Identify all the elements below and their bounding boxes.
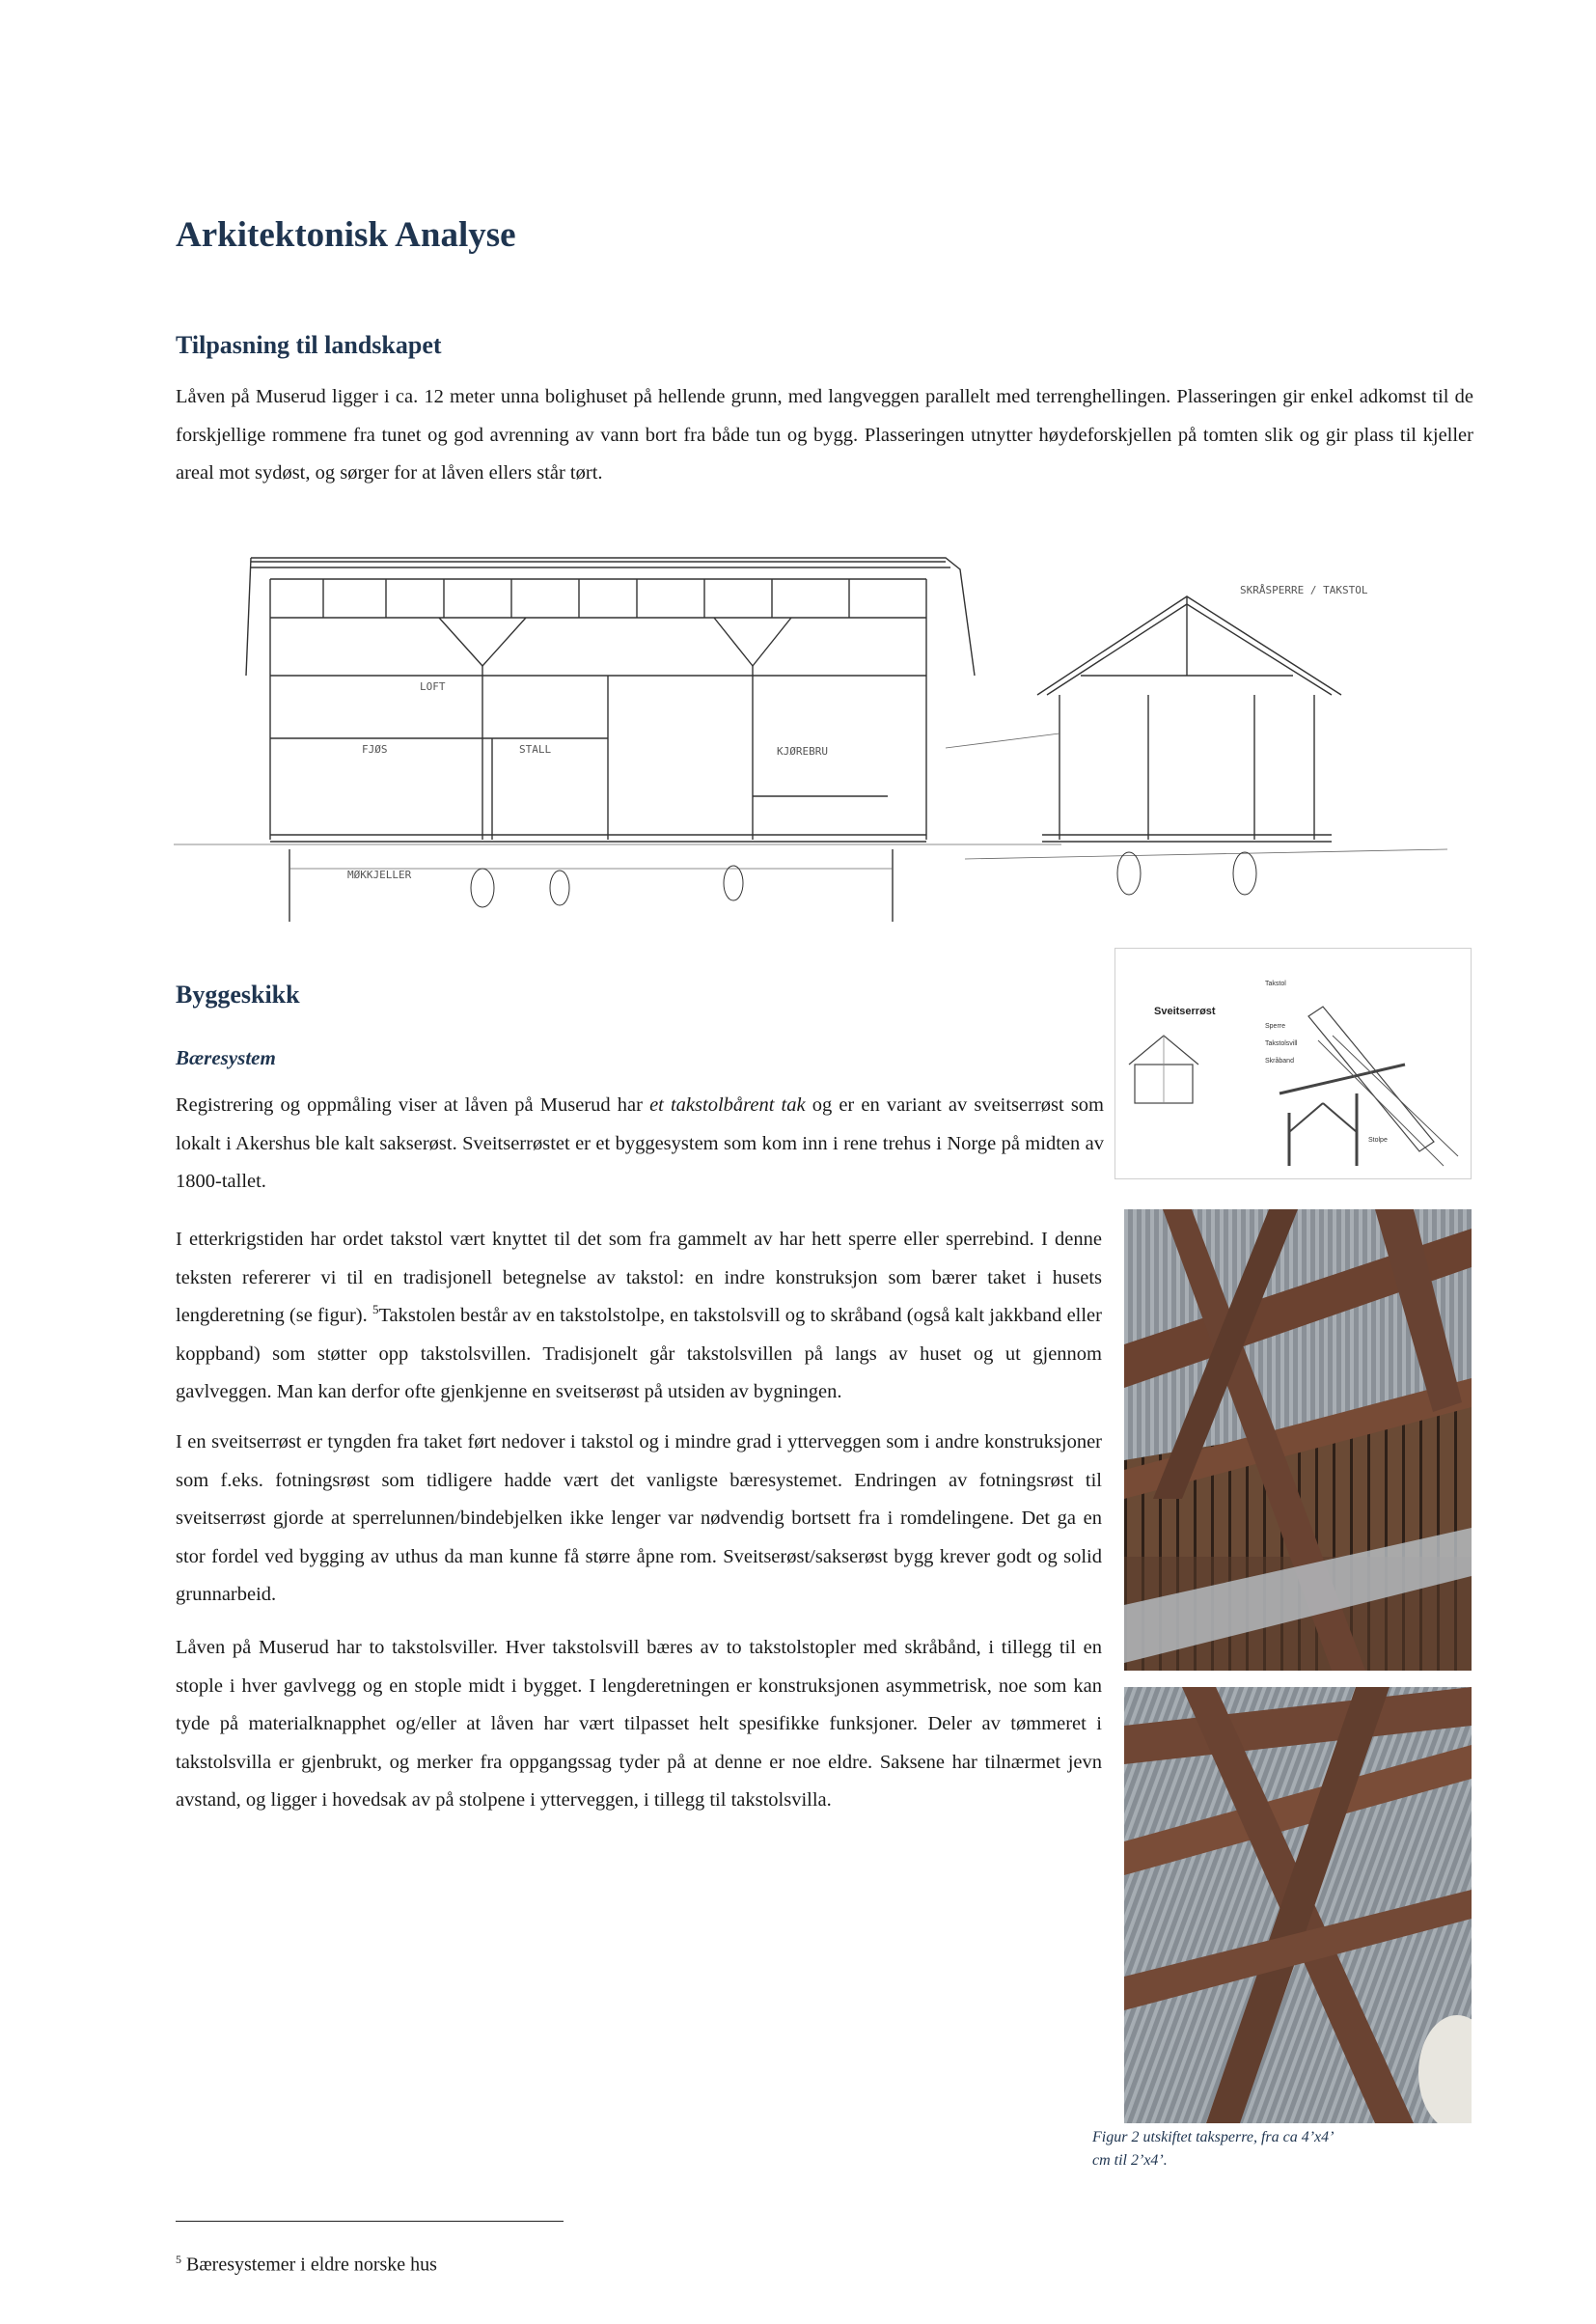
footnote <box>176 2253 437 2277</box>
p2-text-after: Takstolen består av en takstolstolpe, en takstolsvill og to skråband (også kalt jakkband eller koppband) som støtter opp takstolsvillen. Tradisjonelt går takstolsvillen på langs av huset og ut gjennom gavlveggen. Man kan derfor ofte gjenkjenne en sveitserøst på utsiden av bygningen. <box>176 1305 1102 1402</box>
diagram-label-4: Skråband <box>1265 1058 1294 1065</box>
diagram-label-5: Stolpe <box>1368 1137 1388 1144</box>
roof-photo-1-image <box>1124 1209 1472 1671</box>
paragraph-landscape: Låven på Muserud ligger i ca. 12 meter unna bolighuset på hellende grunn, med langveggen parallelt med terrenghellingen. Plasseringen gir enkel adkomst til de forskjellige rommene fra tunet og god avrenning av vann bort fra både tun og bygg. Plasseringen utnytter høydeforskjellen på tomten slik og gir plass til kjeller areal mot sydøst, og sørger for at låven ellers står tørt. <box>176 386 1473 484</box>
paragraph-bearing-3: I en sveitserrøst er tyngden fra taket ført nedover i takstol og i mindre grad i ytterveggen som i andre konstruksjoner som f.eks. fotningsrøst som tidligere hadde vært det vanligste bæresystemet. Endringen av fotningsrøst til sveitserrøst gjorde at sperrelunnen/bindebjelken ikke lenger var nødvendig bortsett fra i romdelingene. Det ga en stor fordel ved bygging av uthus da man kunne få større åpne rom. Sveitserøst/sakserøst bygg krever godt og solid grunnarbeid. <box>176 1431 1102 1605</box>
sveitserrost-diagram <box>1114 948 1472 1179</box>
footnote-number: 5 <box>176 2253 181 2266</box>
footnote-ref[interactable]: 5 <box>371 1302 379 1317</box>
figure-caption <box>1092 2126 1362 2172</box>
p1-text-after: og er en variant av sveitserrøst som lokalt i Akershus ble kalt sakserøst. Sveitserrøstet er et byggesystem som kom inn i rene trehus i Norge på midten av 1800-tallet. <box>176 1094 1105 1192</box>
roof-photo-2 <box>1124 1687 1472 2123</box>
cross-section-drawing <box>946 584 1447 895</box>
section-heading-landscape: Tilpasning til landskapet <box>176 331 442 359</box>
section-heading-building: Byggeskikk <box>176 981 300 1009</box>
paragraph-bearing-4: Låven på Muserud har to takstolsviller. Hver takstolsvill bæres av to takstolstopler med skråbånd, i tillegg til en stople i hver gavlvegg og en stople midt i bygget. I lengderetningen er konstruksjonen asymmetrisk, noe som kan tyde på materialknapphet og/eller at låven har vært tilpasset helt spesifikke funksjoner. Deler av tømmeret i takstolsvilla er gjenbrukt, og merker fra oppgangssag tyder på at denne er noe eldre. Saksene har tilnærmet jevn avstand, og ligger i hovedsak av på stolpene i ytterveggen, i tillegg til takstolsvilla. <box>176 1637 1102 1811</box>
drawing-label-fjos: FJØS <box>362 743 388 756</box>
figure-caption-line-2: cm til 2’x4’. <box>1092 2152 1168 2169</box>
drawing-label-sperrer: SKRÅSPERRE / TAKSTOL <box>1240 584 1368 596</box>
diagram-label-3: Takstolsvill <box>1265 1040 1298 1047</box>
diagram-label-2: Sperre <box>1265 1023 1286 1030</box>
drawing-label-mokkjeller: MØKKJELLER <box>347 869 412 881</box>
p1-text-before: Registrering og oppmåling viser at låven på Muserud har <box>176 1094 650 1116</box>
diagram-title: Sveitserrøst <box>1154 1006 1216 1017</box>
subheading-bearing-system: Bæresystem <box>176 1046 276 1069</box>
section-drawings <box>174 540 1447 931</box>
diagram-label-1: Takstol <box>1265 981 1286 987</box>
sveitserrost-diagram-svg <box>1115 949 1471 1178</box>
page-title: Arkitektonisk Analyse <box>176 215 516 255</box>
footnote-text: Bæresystemer i eldre norske hus <box>186 2254 437 2276</box>
drawing-label-loft: LOFT <box>420 680 446 693</box>
longitudinal-section-drawing <box>174 558 1061 922</box>
paragraph-bearing-1 <box>176 1087 1104 1202</box>
drawing-label-stall: STALL <box>519 743 552 756</box>
p1-italic: et takstolbårent tak <box>649 1094 806 1116</box>
drawing-label-korebru: KJØREBRU <box>777 745 828 758</box>
roof-photo-2-image <box>1124 1687 1472 2123</box>
roof-photo-1 <box>1124 1209 1472 1671</box>
figure-caption-line-1: Figur 2 utskiftet taksperre, fra ca 4’x4’ <box>1092 2129 1335 2145</box>
p2-text-before: I etterkrigstiden har ordet takstol vært knyttet til det som fra gammelt av har hett sperre eller sperrebind. I denne teksten refererer vi til en tradisjonell betegnelse av takstol: en indre konstruksjon som bærer taket i husets lengderetning (se figur). <box>176 1229 1102 1326</box>
footnote-divider <box>176 2221 564 2222</box>
paragraph-bearing-2 <box>176 1221 1102 1412</box>
